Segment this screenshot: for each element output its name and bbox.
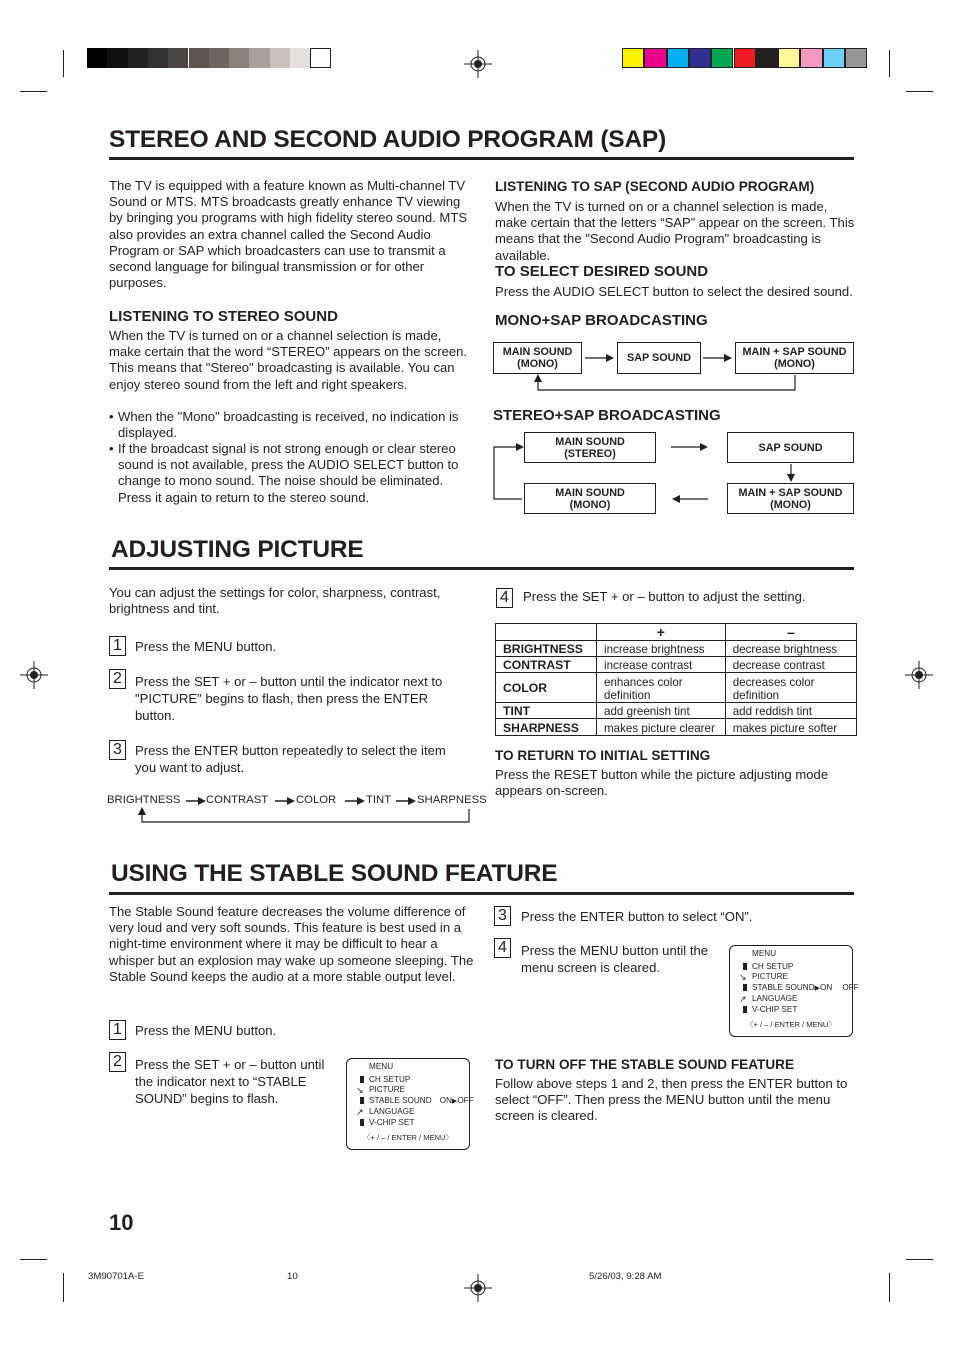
gray-swatch xyxy=(107,48,127,68)
color-swatch xyxy=(711,48,733,68)
picture-adjust-table xyxy=(495,623,857,736)
menu-item: V-CHIP SET xyxy=(369,1117,415,1127)
step-number: 3 xyxy=(109,740,126,760)
menu-item: CH SETUP xyxy=(369,1074,411,1084)
picture-flow-arrows xyxy=(105,795,475,825)
gray-swatch xyxy=(249,48,269,68)
gray-swatch xyxy=(229,48,249,68)
color-swatch xyxy=(823,48,845,68)
stable-step-3: Press the ENTER button to select “ON”. xyxy=(521,909,753,924)
color-swatch xyxy=(689,48,711,68)
table-header-plus: + xyxy=(597,624,726,641)
stereo-sap-heading: STEREO+SAP BROADCASTING xyxy=(493,407,721,424)
color-swatch xyxy=(734,48,756,68)
gray-swatch xyxy=(87,48,107,68)
box-main-sound-stereo: MAIN SOUND (STEREO) xyxy=(524,432,656,463)
picture-step-2: Press the SET + or – button until the indicator next to "PICTURE" begins to flash, then press the ENTER button. xyxy=(135,674,443,724)
footer-code: 3M90701A-E xyxy=(88,1271,144,1282)
menu-on: ON xyxy=(439,1095,452,1105)
return-heading: TO RETURN TO INITIAL SETTING xyxy=(495,748,711,763)
crop-mark xyxy=(20,1259,47,1260)
section-rule xyxy=(109,157,854,160)
table-cell: enhances color definition xyxy=(597,673,726,703)
menu-footer: 〈+ / – / ENTER / MENU〉 xyxy=(746,1019,836,1029)
off-text: Follow above steps 1 and 2, then press the ENTER button to select “OFF”. Then press the MENU button until the menu screen is cleared. xyxy=(495,1076,848,1124)
picture-intro: You can adjust the settings for color, sharpness, contrast, brightness and tint. xyxy=(109,585,441,617)
step-number: 2 xyxy=(109,1052,126,1072)
gray-swatch xyxy=(270,48,290,68)
menu-title: MENU xyxy=(369,1062,394,1071)
table-cell: TINT xyxy=(496,703,597,719)
table-cell: CONTRAST xyxy=(496,657,597,673)
gray-swatch xyxy=(128,48,148,68)
footer-date: 5/26/03, 9:28 AM xyxy=(589,1271,662,1282)
crop-mark xyxy=(63,50,64,77)
step-number: 1 xyxy=(109,636,126,656)
menu-item: LANGUAGE xyxy=(752,994,798,1004)
menu-item: PICTURE xyxy=(752,972,788,982)
table-cell: makes picture softer xyxy=(725,719,856,736)
step-number: 4 xyxy=(494,938,511,958)
stereo-heading: LISTENING TO STEREO SOUND xyxy=(109,308,338,325)
gray-swatch xyxy=(290,48,310,68)
registration-mark-icon xyxy=(464,50,492,78)
table-cell: add greenish tint xyxy=(597,703,726,719)
step-number: 1 xyxy=(109,1020,126,1040)
table-cell: decrease contrast xyxy=(725,657,856,673)
box-sap-sound: SAP SOUND xyxy=(617,342,701,374)
picture-step-4: Press the SET + or – button to adjust the setting. xyxy=(523,589,806,604)
menu-item: PICTURE xyxy=(369,1085,405,1095)
off-heading: TO TURN OFF THE STABLE SOUND FEATURE xyxy=(495,1057,795,1072)
menu-item: STABLE SOUND xyxy=(369,1095,432,1105)
table-cell: BRIGHTNESS xyxy=(496,641,597,657)
box-main-sound-mono-2: MAIN SOUND (MONO) xyxy=(524,483,656,514)
table-cell: SHARPNESS xyxy=(496,719,597,736)
color-swatch xyxy=(622,48,644,68)
menu-item: V-CHIP SET xyxy=(752,1004,798,1014)
select-heading: TO SELECT DESIRED SOUND xyxy=(495,263,709,280)
step-number: 2 xyxy=(109,669,126,689)
gray-swatch xyxy=(209,48,229,68)
stable-step-2: Press the SET + or – button until the indicator next to “STABLE SOUND” begins to flash. xyxy=(135,1057,325,1107)
picture-step-3: Press the ENTER button repeatedly to select the item you want to adjust. xyxy=(135,743,446,776)
stable-step-4: Press the MENU button until the menu screen is cleared. xyxy=(521,943,709,976)
crop-mark xyxy=(20,91,47,92)
table-cell: COLOR xyxy=(496,673,597,703)
color-swatch xyxy=(800,48,822,68)
box-main-sap-mono: MAIN + SAP SOUND (MONO) xyxy=(735,342,854,374)
color-swatch xyxy=(644,48,666,68)
menu-title: MENU xyxy=(752,949,777,958)
flow-sharpness: SHARPNESS xyxy=(417,794,487,806)
mono-sap-heading: MONO+SAP BROADCASTING xyxy=(495,312,708,329)
registration-mark-icon xyxy=(464,1274,492,1302)
footer-page: 10 xyxy=(287,1271,298,1282)
select-text: Press the AUDIO SELECT button to select the desired sound. xyxy=(495,284,853,299)
registration-mark-icon xyxy=(905,661,933,689)
section-title-stable: USING THE STABLE SOUND FEATURE xyxy=(111,860,558,887)
menu-off: OFF xyxy=(842,982,859,992)
table-header-minus: – xyxy=(725,624,856,641)
color-swatch xyxy=(845,48,867,68)
gray-swatch xyxy=(148,48,168,68)
mono-sap-flow-arrows xyxy=(490,340,860,395)
registration-mark-icon xyxy=(20,661,48,689)
box-main-sound-mono: MAIN SOUND (MONO) xyxy=(493,342,582,374)
color-swatch xyxy=(756,48,778,68)
sap-heading: LISTENING TO SAP (SECOND AUDIO PROGRAM) xyxy=(495,179,815,194)
section-rule xyxy=(109,892,854,895)
flow-contrast: CONTRAST xyxy=(206,794,269,806)
sap-intro: The TV is equipped with a feature known as Multi-channel TV Sound or MTS. MTS broadcasts greatly enhance TV viewing by bringing you programs with high fidelity stereo sound. MTS also provides an extra channel called the Second Audio Program or SAP which broadcasters can use to transmit a second language for bilingual transmission or for other purposes. xyxy=(109,178,468,291)
section-title-sap: STEREO AND SECOND AUDIO PROGRAM (SAP) xyxy=(109,126,667,153)
table-cell: increase contrast xyxy=(597,657,726,673)
color-swatch xyxy=(667,48,689,68)
gray-swatch xyxy=(310,48,330,68)
color-swatch xyxy=(778,48,800,68)
bullet-mono: • When the "Mono" broadcasting is received, no indication is displayed. xyxy=(109,409,459,441)
gray-swatch xyxy=(189,48,209,68)
table-cell: increase brightness xyxy=(597,641,726,657)
return-text: Press the RESET button while the picture adjusting mode appears on-screen. xyxy=(495,767,829,799)
bullet-weak-signal: • If the broadcast signal is not strong enough or clear stereo sound is not available, press the AUDIO SELECT button to change to mono sound. The noise should be eliminated. Press it again to return to the stereo sound. xyxy=(109,441,459,505)
gray-swatch xyxy=(168,48,188,68)
stable-step-1: Press the MENU button. xyxy=(135,1023,277,1038)
menu-off: OFF xyxy=(457,1095,474,1105)
flow-color: COLOR xyxy=(296,794,337,806)
menu-footer: 〈+ / – / ENTER / MENU〉 xyxy=(363,1132,453,1142)
table-cell: add reddish tint xyxy=(725,703,856,719)
crop-mark xyxy=(889,50,890,77)
menu-item: LANGUAGE xyxy=(369,1107,415,1117)
section-rule xyxy=(109,567,854,570)
stereo-text: When the TV is turned on or a channel selection is made, make certain that the word “STEREO” appears on the screen. This means that "Stereo" broadcasting is available. You can enjoy stereo sound from the left and right speakers. xyxy=(109,328,468,392)
box-sap-sound-2: SAP SOUND xyxy=(727,432,854,463)
menu-item: CH SETUP xyxy=(752,961,794,971)
sap-text: When the TV is turned on or a channel selection is made, make certain that the letters “SAP” appear on the screen. This means that the "Second Audio Program" broadcasting is available. xyxy=(495,199,855,263)
section-title-picture: ADJUSTING PICTURE xyxy=(111,536,364,563)
flow-brightness: BRIGHTNESS xyxy=(107,794,181,806)
menu-on: ON xyxy=(820,982,833,992)
step-number: 3 xyxy=(494,906,511,926)
crop-mark xyxy=(63,1273,64,1302)
stable-intro: The Stable Sound feature decreases the volume difference of very loud and very soft sounds. This feature is best used in a night-time environment where it may be difficult to hear a whisper but an explosion may wake up someone sleeping. The Stable Sound keeps the audio at a more stable output level. xyxy=(109,904,474,984)
page-number: 10 xyxy=(109,1210,134,1235)
table-cell: decrease brightness xyxy=(725,641,856,657)
table-cell: decreases color definition xyxy=(725,673,856,703)
picture-step-1: Press the MENU button. xyxy=(135,639,277,654)
menu-screen-step2: MENU CH SETUP ↘ PICTURE STABLE SOUND ON▶OFF ↗ LANGUAGE V-CHIP SET 〈+ / – / ENTER / MENU〉 xyxy=(346,1058,470,1150)
menu-item: STABLE SOUND xyxy=(752,982,815,992)
box-main-sap-mono-2: MAIN + SAP SOUND (MONO) xyxy=(727,483,854,514)
flow-tint: TINT xyxy=(366,794,392,806)
crop-mark xyxy=(906,91,933,92)
step-number: 4 xyxy=(496,588,513,608)
crop-mark xyxy=(906,1259,933,1260)
menu-screen-step4: MENU CH SETUP ↘ PICTURE STABLE SOUND▶ON OFF ↗ LANGUAGE V-CHIP SET 〈+ / – / ENTER / MENU〉 xyxy=(729,945,853,1037)
table-cell: makes picture clearer xyxy=(597,719,726,736)
stereo-sap-flow-arrows xyxy=(488,430,858,520)
crop-mark xyxy=(889,1273,890,1302)
